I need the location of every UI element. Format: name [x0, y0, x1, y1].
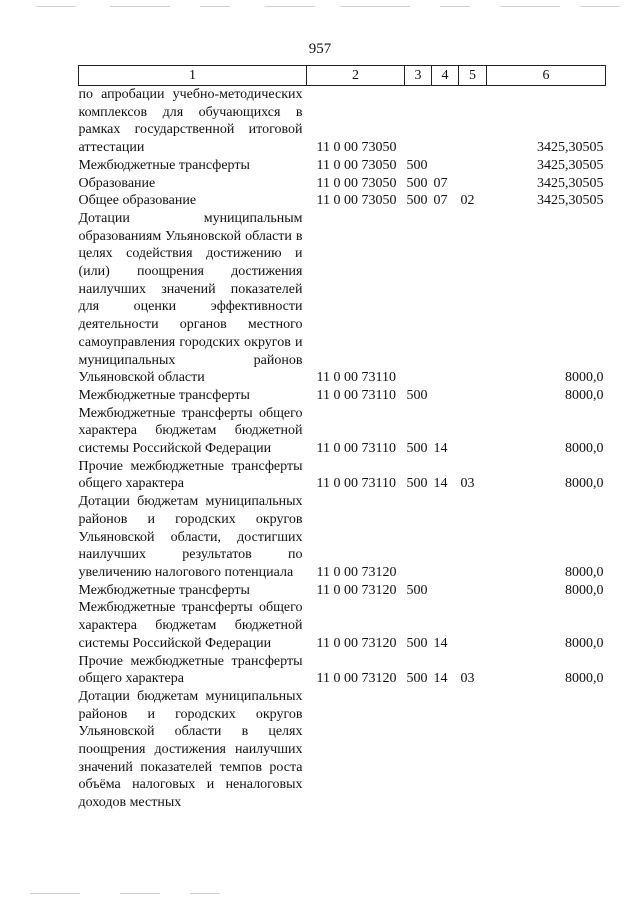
row-subsection: [459, 688, 487, 812]
row-code: 11 0 00 73120: [316, 635, 397, 651]
row-section: [432, 582, 459, 600]
row-group: 500: [406, 582, 428, 598]
row-amount: 8000,0: [565, 671, 604, 687]
budget-table: [78, 65, 606, 812]
row-name: Дотации бюджетам муниципальных районов и городских округов Ульяновской области, достигших наилучших результатов по увеличению налогового потенциала: [78, 494, 303, 580]
row-amount: 8000,0: [565, 582, 604, 598]
row-code: 11 0 00 73110: [316, 476, 396, 492]
row-section: [432, 210, 459, 387]
row-name: Межбюджетные трансферты: [78, 157, 250, 173]
row-name: Межбюджетные трансферты: [78, 387, 250, 403]
table-row: [79, 653, 606, 688]
row-subsection: [459, 599, 487, 652]
table-row: [79, 157, 606, 175]
row-section: 14: [433, 635, 448, 651]
row-amount: [487, 688, 606, 812]
header-col-2: 2: [307, 66, 405, 86]
row-code: 11 0 00 73050: [316, 157, 397, 173]
table-row: [79, 493, 606, 582]
row-amount: 3425,30505: [537, 140, 604, 156]
header-col-4: 4: [432, 66, 459, 86]
row-subsection: [459, 175, 487, 193]
table-row: [79, 387, 606, 405]
row-subsection: [459, 582, 487, 600]
row-amount: 8000,0: [565, 370, 604, 386]
row-subsection: [459, 86, 487, 157]
header-col-6: 6: [487, 66, 606, 86]
row-group: 500: [406, 476, 428, 492]
row-amount: 8000,0: [565, 564, 604, 580]
row-name: Общее образование: [78, 193, 197, 209]
row-subsection: [459, 493, 487, 582]
row-section: 07: [433, 175, 448, 191]
row-code: 11 0 00 73050: [316, 193, 397, 209]
row-group: 500: [406, 441, 428, 457]
header-col-3: 3: [405, 66, 432, 86]
row-amount: 3425,30505: [537, 175, 604, 191]
bottom-scan-marks: [0, 893, 640, 897]
table-row: [79, 86, 606, 157]
row-section: 07: [433, 193, 448, 209]
table-row: [79, 582, 606, 600]
row-subsection: [459, 210, 487, 387]
table-row: [79, 175, 606, 193]
row-section: 14: [433, 671, 448, 687]
top-scan-marks: [0, 6, 640, 10]
row-group: [405, 688, 432, 812]
header-row: [79, 66, 606, 86]
row-name: Прочие межбюджетные трансферты общего характера: [78, 458, 303, 492]
table-row: [79, 688, 606, 812]
row-amount: 8000,0: [565, 635, 604, 651]
row-group: 500: [406, 157, 428, 173]
row-name: Образование: [78, 175, 156, 191]
row-code: [307, 688, 405, 812]
row-group: 500: [406, 193, 428, 209]
row-group: 500: [406, 671, 428, 687]
row-code: 11 0 00 73120: [316, 564, 397, 580]
row-name: Межбюджетные трансферты общего характера бюджетам бюджетной системы Российской Федерации: [78, 405, 303, 457]
row-amount: 3425,30505: [537, 157, 604, 173]
row-subsection: [459, 157, 487, 175]
table-row: [79, 599, 606, 652]
row-code: 11 0 00 73110: [316, 370, 396, 386]
row-section: 14: [433, 476, 448, 492]
table-row: [79, 210, 606, 387]
row-group: 500: [406, 635, 428, 651]
row-name: Межбюджетные трансферты: [78, 582, 250, 598]
row-code: 11 0 00 73050: [316, 175, 397, 191]
row-subsection: 02: [460, 193, 475, 209]
page-number: 957: [308, 41, 332, 57]
row-section: [432, 493, 459, 582]
row-subsection: 03: [460, 671, 475, 687]
row-code: 11 0 00 73120: [316, 671, 397, 687]
row-amount: 8000,0: [565, 441, 604, 457]
row-amount: 8000,0: [565, 476, 604, 492]
row-section: 14: [433, 441, 448, 457]
row-subsection: [459, 387, 487, 405]
table-row: [79, 458, 606, 493]
row-name: Дотации бюджетам муниципальных районов и городских округов Ульяновской области в целях поощрения достижения наилучших значений показателей темпов роста объёма налоговых и неналоговых доходов местных: [78, 688, 303, 811]
table-row: [79, 192, 606, 210]
row-section: [432, 387, 459, 405]
row-group: 500: [406, 387, 428, 403]
row-code: 11 0 00 73050: [316, 140, 397, 156]
header-col-5: 5: [459, 66, 487, 86]
table-row: [79, 405, 606, 458]
row-group: 500: [406, 175, 428, 191]
row-group: [405, 210, 432, 387]
row-subsection: 03: [460, 476, 475, 492]
row-name: по апробации учебно-методических комплексов для обучающихся в рамках государственной итоговой аттестации: [78, 87, 303, 156]
row-section: [432, 688, 459, 812]
header-col-1: 1: [79, 66, 307, 86]
row-group: [405, 493, 432, 582]
row-amount: 3425,30505: [537, 193, 604, 209]
row-section: [432, 157, 459, 175]
row-subsection: [459, 405, 487, 458]
row-amount: 8000,0: [565, 387, 604, 403]
row-code: 11 0 00 73110: [316, 387, 396, 403]
row-name: Дотации муниципальным образованиям Ульяновской области в целях содействия достижению и (или) поощрения достижения наилучших значений показателей для оценки эффективности деятельности органов местного самоуправления городских округов и муниципальных районов Ульяновской области: [78, 210, 303, 386]
row-code: 11 0 00 73120: [316, 582, 397, 598]
row-code: 11 0 00 73110: [316, 441, 396, 457]
row-section: [432, 86, 459, 157]
row-group: [405, 86, 432, 157]
row-name: Межбюджетные трансферты общего характера бюджетам бюджетной системы Российской Федерации: [78, 600, 303, 651]
row-name: Прочие межбюджетные трансферты общего характера: [78, 653, 303, 687]
